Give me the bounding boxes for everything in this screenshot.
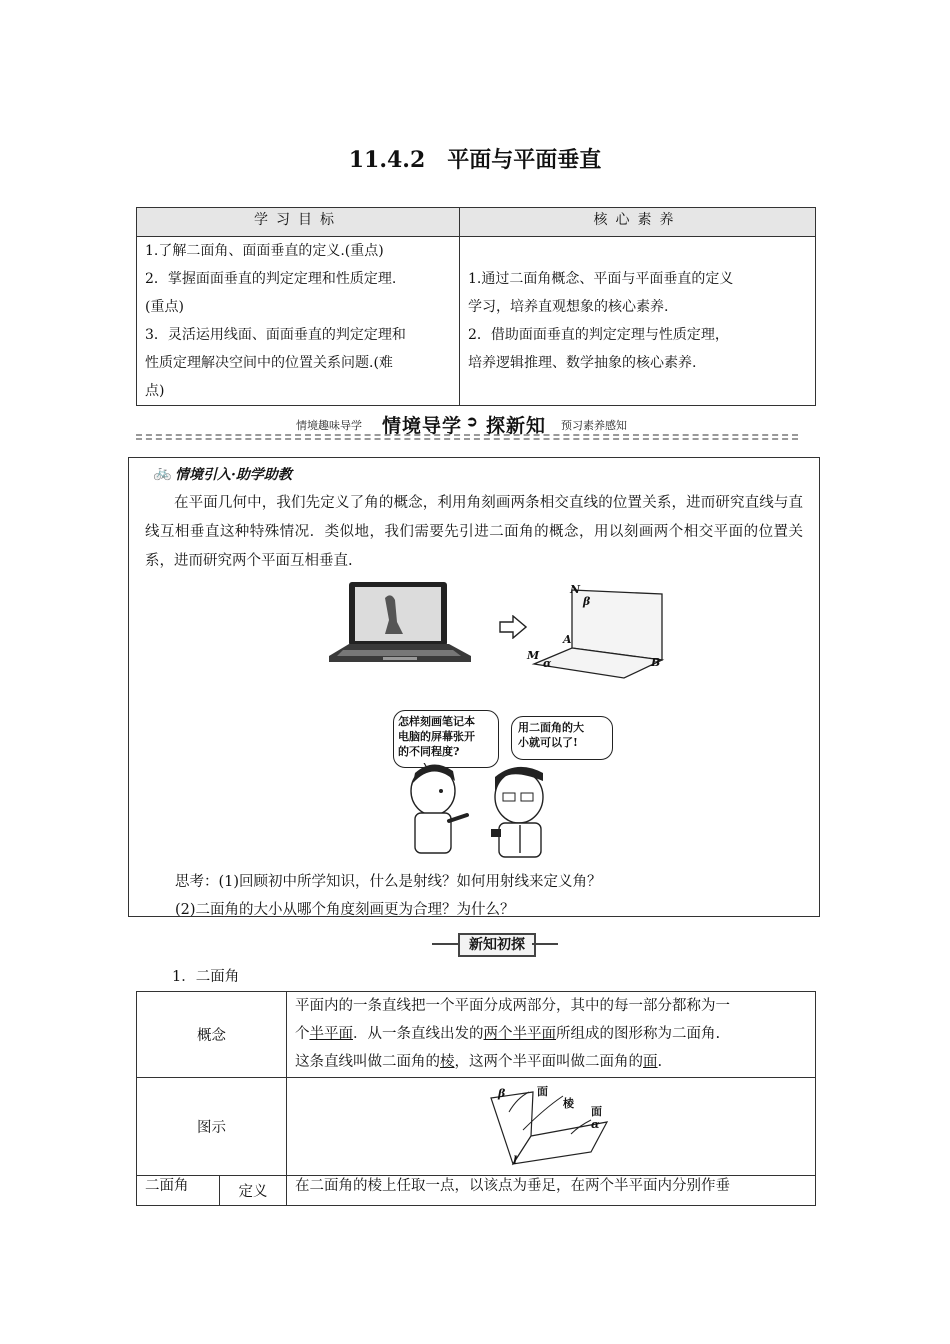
fig-edge: 棱 — [563, 1097, 574, 1110]
speech-bubble-left — [393, 710, 499, 768]
concept-label: 概念 — [137, 992, 287, 1078]
speech-bubble-right — [511, 716, 613, 760]
fig-beta: β — [498, 1087, 506, 1100]
term-two-half-planes: 两个半平面 — [483, 1026, 556, 1042]
term-half-plane: 半平面 — [309, 1026, 353, 1042]
concept-text-span: 这条直线叫做二面角的 — [295, 1054, 440, 1070]
label-a: A — [563, 633, 572, 646]
competency-line: 学习，培养直观想象的核心素养. — [468, 299, 669, 315]
objectives-list — [137, 237, 460, 406]
objective-line: 性质定理解决空间中的位置关系问题.(难 — [145, 355, 393, 371]
scenario-paragraph: 在平面几何中，我们先定义了角的概念，利用角刻画两条相交直线的位置关系，进而研究直线与直线互相垂直这种特殊情况．类似地，我们需要先引进二面角的概念，用以刻画两个相交平面的位置关系，进而研究两个平面互相垂直. — [145, 495, 803, 569]
concept-text-span: . — [657, 1054, 663, 1070]
competency-line: 培养逻辑推理、数学抽象的核心素养. — [468, 355, 697, 371]
term-face: 面 — [643, 1054, 658, 1070]
objectives-header: 学习目标 — [137, 208, 460, 237]
concept-line — [295, 992, 807, 1020]
objectives-table — [136, 207, 816, 406]
fig-face-right: 面 — [591, 1105, 602, 1118]
bicycle-icon: 🚲 — [153, 463, 172, 481]
figure-label: 图示 — [137, 1078, 287, 1176]
objective-line: 1.了解二面角、面面垂直的定义.(重点) — [145, 243, 384, 259]
concept-text-span: 所组成的图形称为二面角. — [556, 1026, 721, 1042]
concept-line — [295, 1048, 807, 1076]
concept-line — [295, 1020, 807, 1048]
section-banner — [136, 410, 798, 440]
label-m: M — [527, 649, 540, 662]
cartoon-students-image — [399, 763, 559, 863]
fig-l: l — [513, 1154, 518, 1167]
concept-text-span: 个 — [295, 1026, 310, 1042]
row3-label: 二面角 — [137, 1176, 220, 1206]
fig-face-top: 面 — [537, 1085, 548, 1098]
row3-text: 在二面角的棱上任取一点，以该点为垂足，在两个半平面内分别作垂 — [287, 1176, 816, 1206]
dihedral-table — [136, 991, 816, 1206]
concept-text-span: ，这两个半平面叫做二面角的 — [454, 1054, 643, 1070]
bubble-line: 电脑的屏幕张开 — [398, 730, 475, 743]
objective-line: 3．灵活运用线面、面面垂直的判定定理和 — [145, 327, 406, 343]
banner-right-text: 预习素养感知 — [561, 419, 627, 432]
fig-alpha: α — [591, 1118, 600, 1131]
competency-line: 1.通过二面角概念、平面与平面垂直的定义 — [468, 271, 734, 287]
objective-line: 2．掌握面面垂直的判定定理和性质定理. — [145, 271, 397, 287]
new-knowledge-label: 新知初探 — [458, 933, 536, 957]
concept-text-span: ．从一条直线出发的 — [353, 1026, 484, 1042]
banner-left-text: 情境趣味导学 — [296, 419, 362, 432]
figure-cell — [287, 1078, 816, 1176]
right-arrow-icon — [499, 615, 527, 639]
bubble-line: 小就可以了! — [518, 736, 578, 749]
section-heading: 1．二面角 — [172, 969, 240, 985]
competency-list — [460, 237, 816, 406]
objective-line: (重点) — [145, 299, 184, 315]
label-beta: β — [583, 595, 591, 608]
dihedral-figure — [524, 580, 684, 690]
row3-sub: 定义 — [220, 1176, 287, 1206]
bubble-line: 用二面角的大 — [518, 721, 584, 734]
label-alpha: α — [543, 657, 552, 670]
competency-header: 核心素养 — [460, 208, 816, 237]
laptop-image — [325, 580, 475, 678]
objective-line: 点) — [145, 383, 165, 399]
banner-main-text-2: 探新知 — [486, 415, 547, 437]
chevron-right-icon: ➲ — [466, 414, 479, 430]
bubble-line: 的不同程度? — [398, 745, 460, 758]
new-knowledge-banner — [432, 933, 558, 955]
question-2: (2)二面角的大小从哪个角度刻画更为合理？为什么？ — [175, 902, 515, 918]
label-n: N — [570, 583, 581, 596]
bubble-line: 怎样刻画笔记本 — [398, 715, 475, 728]
scenario-header: 情境引入·助学助教 — [175, 467, 292, 483]
term-edge: 棱 — [440, 1054, 455, 1070]
concept-text-span: 平面内的一条直线把一个平面分成两部分，其中的每一部分都称为一 — [295, 998, 730, 1014]
banner-main-text: 情境导学 — [382, 415, 463, 437]
page-title: 11.4.2 平面与平面垂直 — [348, 147, 602, 173]
label-b: B — [651, 656, 661, 669]
competency-line: 2．借助面面垂直的判定定理与性质定理， — [468, 327, 729, 343]
scenario-box — [128, 457, 820, 917]
concept-text — [287, 992, 816, 1078]
question-1: 思考：(1)回顾初中所学知识，什么是射线？如何用射线来定义角？ — [175, 874, 602, 890]
